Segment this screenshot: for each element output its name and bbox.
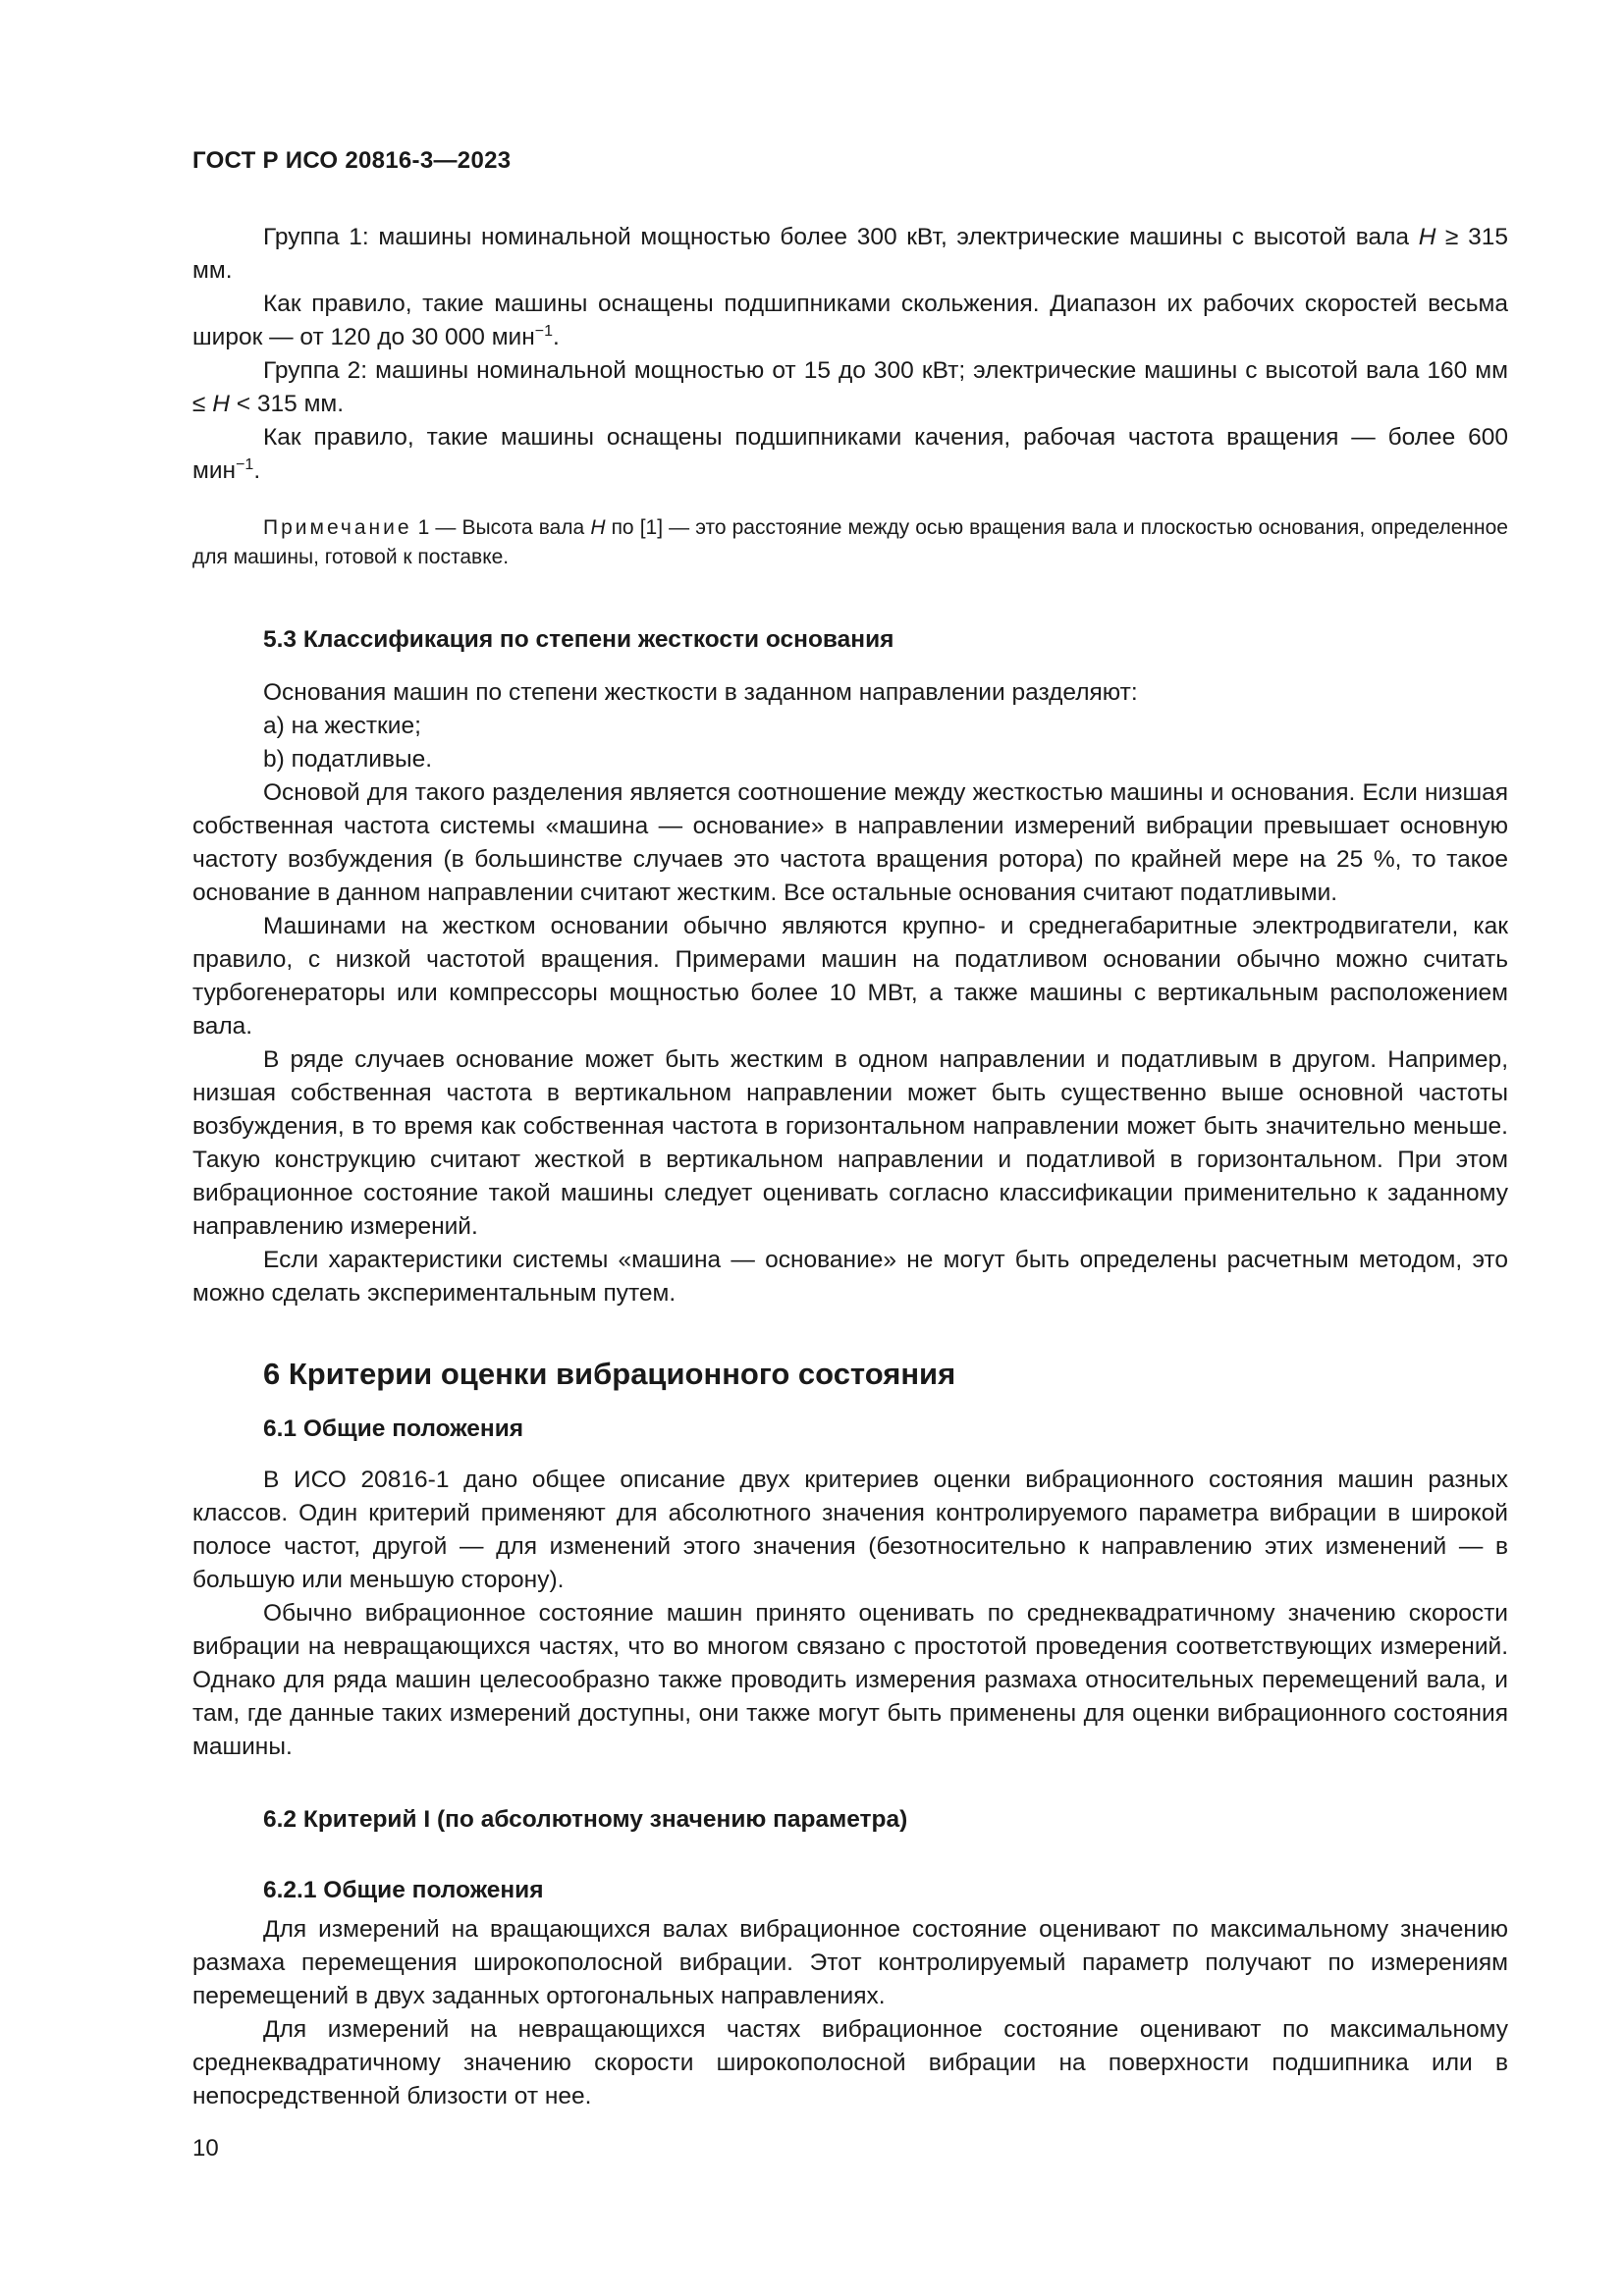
section-6-title: 6 Критерии оценки вибрационного состояния bbox=[263, 1357, 956, 1391]
page-number: 10 bbox=[192, 2135, 219, 2162]
note-text-2: по [1] — это расстояние между осью вращения вала и плоскостью основания, определенное для машины, готовой к поставке. bbox=[192, 516, 1508, 568]
note-number: 1 bbox=[417, 516, 430, 539]
note-variable: H bbox=[590, 516, 606, 539]
note-label: Примечание bbox=[263, 516, 412, 539]
shaft-height-variable: H bbox=[1418, 224, 1436, 250]
group-2-paragraph bbox=[192, 354, 1508, 421]
section-5-3-title: 5.3 Классификация по степени жесткости основания bbox=[263, 626, 894, 653]
note-text-1: — Высота вала bbox=[429, 516, 591, 539]
section-6-2-1-title: 6.2.1 Общие положения bbox=[263, 1877, 544, 1903]
section-5-3-paragraph-1: Основой для такого разделения является соотношение между жесткостью машины и основания. Если низшая собственная частота системы «машина — основание» в направлении измерений вибрации превышает основную частоту возбуждения (в большинстве случаев это частота вращения ротора) по крайней мере на 25 %, то такое основание в данном направлении считают жестким. Все остальные основания считают податливыми. bbox=[192, 779, 1508, 906]
group-2-bearing-end: . bbox=[253, 457, 261, 484]
group-1-text: Группа 1: машины номинальной мощностью более 300 кВт, электрические машины с высотой вала bbox=[263, 224, 1419, 250]
group-1-bearing-superscript: −1 bbox=[534, 322, 554, 340]
group-1-rest: ≥ 315 мм. bbox=[192, 224, 1508, 284]
section-6-2-1-paragraph-2: Для измерений на невращающихся частях вибрационное состояние оценивают по максимальному среднеквадратичному значению скорости широкополосной вибрации на поверхности подшипника или в непосредственной близости от нее. bbox=[192, 2016, 1508, 2109]
shaft-height-variable-2: H bbox=[212, 391, 230, 417]
group-2-bearing-text: Как правило, такие машины оснащены подшипниками качения, рабочая частота вращения — более 600 мин bbox=[192, 424, 1508, 484]
section-6-1-paragraph-2: Обычно вибрационное состояние машин принято оценивать по среднеквадратичному значению скорости вибрации на невращающихся частях, что во многом связано с простотой проведения соответствующих измерений. Однако для ряда машин целесообразно также проводить измерения размаха относительных перемещений вала, и там, где данные таких измерений доступны, они также могут быть применены для оценки вибрационного состояния машины. bbox=[192, 1600, 1508, 1760]
list-item-flexible: b) податливые. bbox=[263, 746, 433, 773]
group-2-bearing-superscript: −1 bbox=[236, 455, 254, 473]
document-body bbox=[192, 221, 1508, 2113]
section-5-3-paragraph-2: Машинами на жестком основании обычно являются крупно- и среднегабаритные электродвигатели, как правило, с низкой частотой вращения. Примерами машин на податливом основании обычно можно считать турбогенераторы или компрессоры мощностью более 10 МВт, а также машины с вертикальным расположением вала. bbox=[192, 913, 1508, 1040]
section-5-3-paragraph-3: В ряде случаев основание может быть жестким в одном направлении и податливым в другом. Например, низшая собственная частота в вертикальном направлении может быть существенно выше основной частоты возбуждения, в то время как собственная частота в горизонтальном направлении может быть значительно меньше. Такую конструкцию считают жесткой в вертикальном направлении и податливой в горизонтальном. При этом вибрационное состояние такой машины следует оценивать согласно классификации применительно к заданному направлению измерений. bbox=[192, 1046, 1508, 1240]
document-code-header: ГОСТ Р ИСО 20816-3—2023 bbox=[192, 147, 512, 174]
section-5-3-paragraph-4: Если характеристики системы «машина — основание» не могут быть определены расчетным методом, это можно сделать экспериментальным путем. bbox=[192, 1247, 1508, 1307]
group-1-bearing-paragraph bbox=[192, 288, 1508, 354]
group-2-bearing-paragraph bbox=[192, 421, 1508, 488]
group-2-rest: < 315 мм. bbox=[229, 391, 345, 417]
group-1-paragraph bbox=[192, 221, 1508, 288]
section-6-2-1-paragraph-1: Для измерений на вращающихся валах вибрационное состояние оценивают по максимальному значению размаха перемещения широкополосной вибрации. Этот контролируемый параметр получают по измерениям перемещений в двух заданных ортогональных направлениях. bbox=[192, 1916, 1508, 2009]
group-1-bearing-end: . bbox=[553, 324, 560, 350]
section-6-1-title: 6.1 Общие положения bbox=[263, 1415, 524, 1442]
section-6-2-title: 6.2 Критерий I (по абсолютному значению параметра) bbox=[263, 1806, 908, 1833]
group-2-text: Группа 2: машины номинальной мощностью от 15 до 300 кВт; электрические машины с высотой вала 160 мм ≤ bbox=[192, 357, 1508, 417]
note-paragraph bbox=[192, 513, 1508, 572]
section-6-1-paragraph-1: В ИСО 20816-1 дано общее описание двух критериев оценки вибрационного состояния машин разных классов. Один критерий применяют для абсолютного значения контролируемого параметра вибрации в широкой полосе частот, другой — для изменений этого значения (безотносительно к направлению этих изменений — в большую или меньшую сторону). bbox=[192, 1467, 1508, 1593]
list-item-rigid: а) на жесткие; bbox=[263, 713, 421, 739]
section-5-3-intro: Основания машин по степени жесткости в заданном направлении разделяют: bbox=[263, 679, 1138, 706]
group-1-bearing-text: Как правило, такие машины оснащены подшипниками скольжения. Диапазон их рабочих скоростей весьма широк — от 120 до 30 000 мин bbox=[192, 291, 1508, 350]
